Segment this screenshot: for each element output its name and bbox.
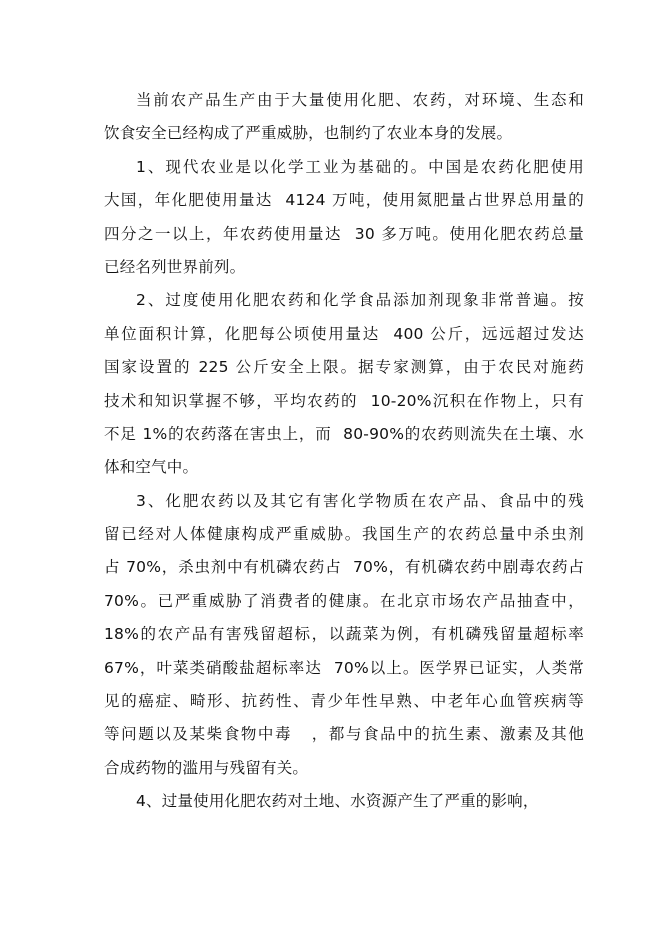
- paragraph-4-line-2: 留已经对人体健康构成严重威胁。我国生产的农药总量中杀虫剂: [104, 525, 584, 544]
- paragraph-4-line-7: 见的癌症、畸形、抗药性、青少年性早熟、中老年心血管疾病等: [104, 692, 584, 711]
- paragraph-4-line-8: 等问题以及某柴食物中毒 ，都与食品中的抗生素、激素及其他: [104, 725, 584, 744]
- paragraph-2-line-4: 已经名列世界前列。: [104, 257, 246, 276]
- paragraph-3-line-4: 技术和知识掌握不够，平均农药的 10-20%沉积在作物上，只有: [104, 391, 584, 410]
- paragraph-5-line-1: 4、过量使用化肥农药对土地、水资源产生了严重的影响，: [136, 792, 539, 811]
- paragraph-4-line-1: 3、化肥农药以及其它有害化学物质在农产品、食品中的残: [136, 491, 584, 510]
- paragraph-2-line-1: 1、现代农业是以化学工业为基础的。中国是农药化肥使用: [136, 157, 584, 176]
- paragraph-2-line-2: 大国，年化肥使用量达 4124 万吨，使用氮肥量占世界总用量的: [104, 191, 584, 210]
- paragraph-3-line-5: 不足 1%的农药落在害虫上，而 80-90%的农药则流失在土壤、水: [104, 424, 584, 443]
- paragraph-1-line-1: 当前农产品生产由于大量使用化肥、农药，对环境、生态和: [136, 91, 584, 109]
- paragraph-4-line-3: 占 70%，杀虫剂中有机磷农药占 70%，有机磷农药中剧毒农药占: [104, 558, 584, 577]
- paragraph-3-line-6: 体和空气中。: [104, 458, 199, 477]
- paragraph-4-line-9: 合成药物的滥用与残留有关。: [104, 758, 309, 777]
- paragraph-4-line-4: 70%。已严重威胁了消费者的健康。在北京市场农产品抽查中，: [104, 591, 584, 610]
- paragraph-3-line-1: 2、过度使用化肥农药和化学食品添加剂现象非常普遍。按: [136, 291, 584, 310]
- paragraph-4-line-5: 18%的农产品有害残留超标，以蔬菜为例，有机磷残留量超标率: [104, 625, 584, 644]
- paragraph-2-line-3: 四分之一以上，年农药使用量达 30 多万吨。使用化肥农药总量: [104, 224, 584, 243]
- paragraph-3-line-3: 国家设置的 225 公斤安全上限。据专家测算，由于农民对施药: [104, 358, 584, 377]
- paragraph-3-line-2: 单位面积计算，化肥每公顷使用量达 400 公斤，远远超过发达: [104, 324, 584, 343]
- paragraph-1-line-2: 饮食安全已经构成了严重威胁，也制约了农业本身的发展。: [104, 124, 513, 143]
- paragraph-4-line-6: 67%，叶菜类硝酸盐超标率达 70%以上。医学界已证实，人类常: [104, 658, 584, 677]
- body-text: [104, 84, 584, 819]
